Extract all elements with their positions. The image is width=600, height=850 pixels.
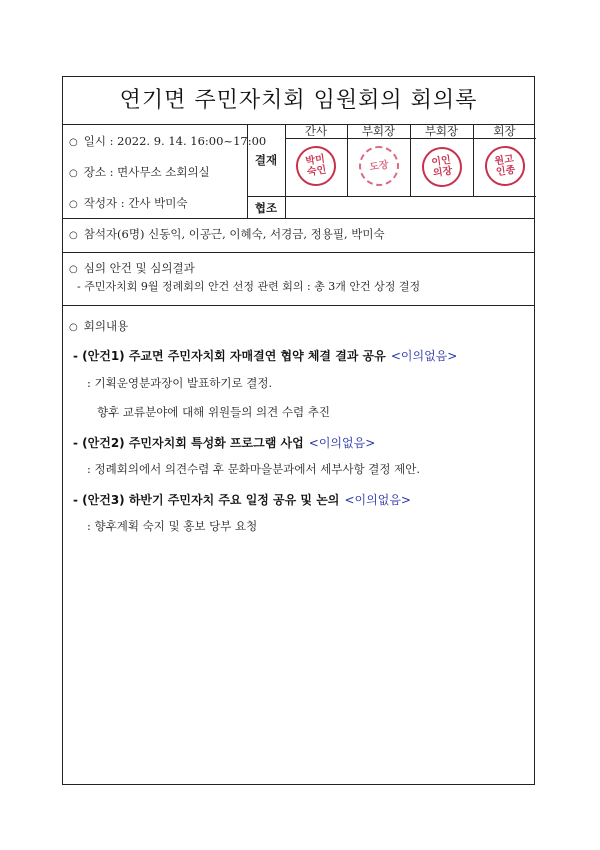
review-heading: ○ 심의 안건 및 심의결과 (69, 261, 195, 275)
divider (285, 138, 536, 139)
agreed-badge: <이의없음> (390, 349, 458, 363)
divider (247, 196, 536, 197)
agenda-title: - (안건3) 하반기 주민자치 주요 일정 공유 및 논의 (73, 493, 340, 507)
agenda-item-1 (73, 345, 457, 364)
meeting-date: ○ 일시 : 2022. 9. 14. 16:00~17:00 (69, 134, 267, 148)
role-vice-chair-1: 부회장 (361, 124, 396, 138)
seal-stamp-vice-chair-2: 이인 의장 (419, 144, 464, 189)
bullet-icon: ○ (69, 230, 78, 241)
seal-stamp-secretary: 박미 숙인 (293, 143, 338, 188)
attendees-line: ○ 참석자(6명) 신동익, 이공근, 이혜숙, 서경금, 정용필, 박미숙 (69, 227, 385, 241)
agenda-item-3 (73, 489, 411, 508)
minutes-document (62, 76, 535, 785)
bullet-icon: ○ (69, 264, 78, 275)
review-summary: - 주민자치회 9월 정례회의 안건 선정 관련 회의 : 총 3개 안건 상정 결정 (77, 280, 421, 293)
divider (63, 252, 534, 253)
cooperation-label: 협조 (254, 201, 278, 215)
agreed-badge: <이의없음> (344, 493, 411, 507)
bullet-icon: ○ (69, 199, 78, 210)
agenda-detail: : 정례회의에서 의견수렴 후 문화마을분과에서 세부사항 결정 제안. (87, 462, 421, 476)
bullet-icon: ○ (69, 137, 78, 148)
agenda-title: - (안건1) 주교면 주민자치회 자매결연 협약 체결 결과 공유 (73, 349, 386, 363)
bullet-icon: ○ (69, 322, 78, 333)
role-vice-chair-2: 부회장 (424, 124, 459, 138)
divider (63, 305, 534, 306)
bullet-icon: ○ (69, 168, 78, 179)
seal-stamp-chair: 원고 인종 (482, 143, 527, 188)
agreed-badge: <이의없음> (308, 436, 376, 450)
agenda-detail: 향후 교류분야에 대해 위원들의 의견 수렴 추진 (97, 405, 331, 419)
minutes-heading: ○ 회의내용 (69, 319, 129, 333)
meeting-writer: ○ 작성자 : 간사 박미숙 (69, 196, 188, 210)
document-title: 연기면 주민자치회 임원회의 회의록 (119, 88, 478, 113)
meeting-place: ○ 장소 : 면사무소 소회의실 (69, 165, 210, 179)
role-secretary: 간사 (304, 124, 328, 138)
agenda-detail: : 향후계획 숙지 및 홍보 당부 요청 (87, 519, 258, 533)
agenda-detail: : 기획운영분과장이 발표하기로 결정. (87, 376, 273, 390)
seal-stamp-vice-chair-1: 도장 (356, 143, 401, 188)
approval-label: 결재 (254, 153, 278, 167)
role-chair: 회장 (493, 124, 516, 138)
divider (63, 218, 534, 219)
agenda-item-2 (73, 432, 375, 451)
agenda-title: - (안건2) 주민자치회 특성화 프로그램 사업 (73, 436, 304, 450)
